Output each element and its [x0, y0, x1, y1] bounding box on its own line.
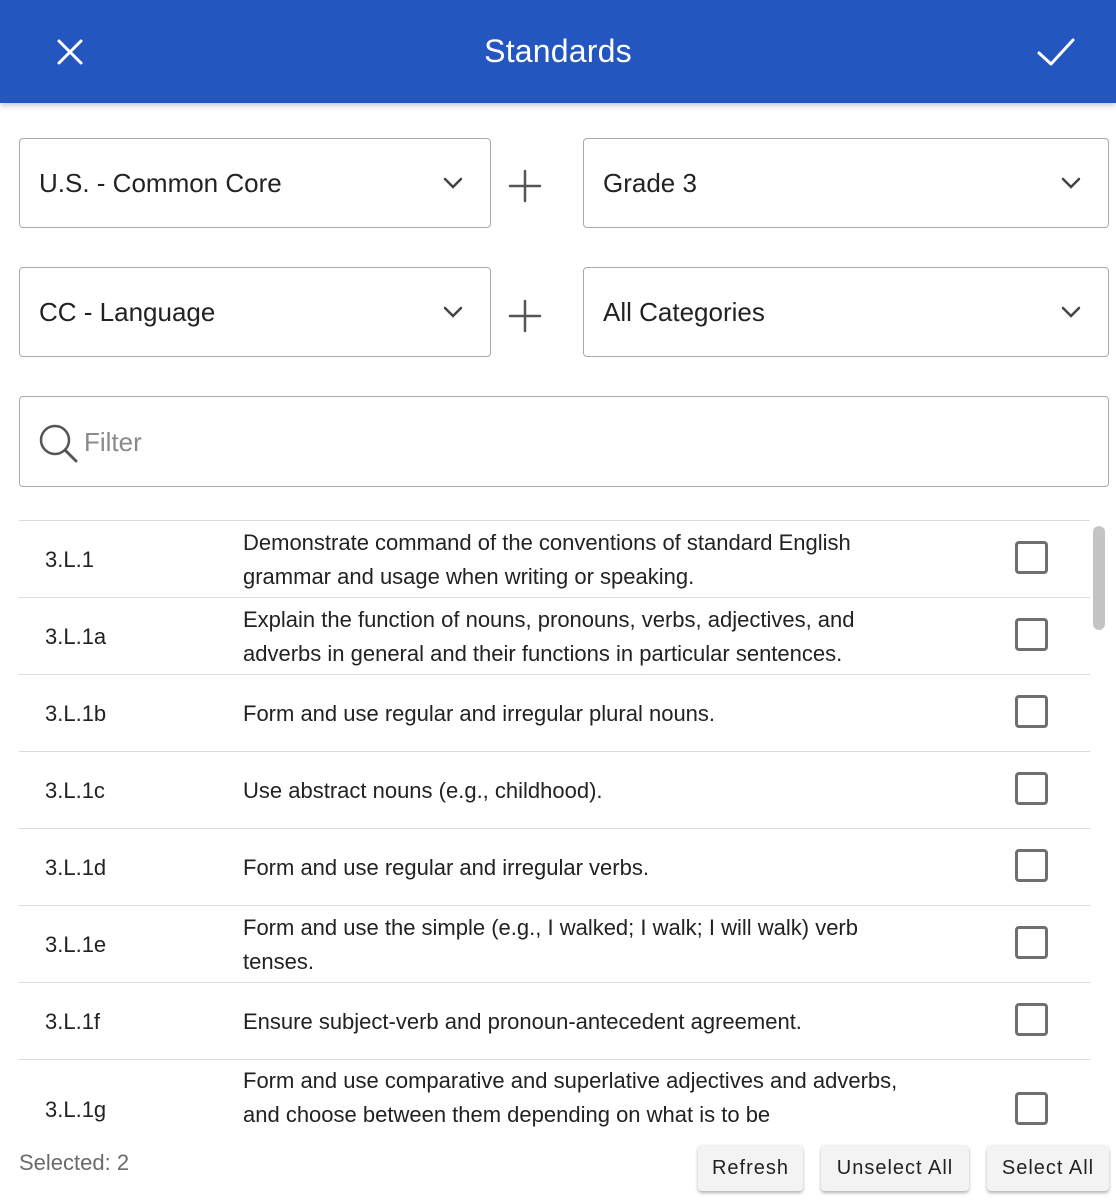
standard-code: 3.L.1b	[45, 700, 107, 726]
standard-row[interactable]	[19, 906, 1090, 983]
framework-select[interactable]	[19, 138, 491, 228]
standard-description: Demonstrate command of the conventions of standard English grammar and usage when writing or speaking.	[243, 529, 851, 589]
standard-code: 3.L.1d	[45, 854, 107, 880]
standard-description: Use abstract nouns (e.g., childhood).	[243, 777, 603, 803]
standard-code: 3.L.1e	[45, 931, 107, 957]
standard-row[interactable]	[19, 675, 1090, 752]
standard-description: Form and use comparative and superlative adjectives and adverbs, and choose between them depending on what is to be	[243, 1068, 898, 1127]
standard-checkbox[interactable]	[1015, 618, 1048, 651]
filter-input[interactable]	[84, 415, 1084, 469]
chevron-down-icon	[442, 175, 464, 191]
select-all-button[interactable]: Select All	[987, 1145, 1109, 1191]
standard-checkbox[interactable]	[1015, 1003, 1048, 1036]
grade-select[interactable]	[583, 138, 1109, 228]
subject-select[interactable]	[19, 267, 491, 357]
grade-select-value: Grade 3	[603, 167, 697, 198]
subject-select-value: CC - Language	[39, 296, 216, 327]
chevron-down-icon	[442, 304, 464, 320]
filter-box	[19, 396, 1109, 487]
category-select[interactable]	[583, 267, 1109, 357]
standard-row[interactable]	[19, 829, 1090, 906]
standard-description: Form and use the simple (e.g., I walked; I walk; I will walk) verb tenses.	[243, 914, 858, 974]
standard-row[interactable]	[19, 521, 1090, 598]
standard-checkbox[interactable]	[1015, 772, 1048, 805]
chevron-down-icon	[1060, 304, 1082, 320]
standard-code: 3.L.1c	[45, 777, 105, 803]
standard-code: 3.L.1a	[45, 623, 107, 649]
standard-checkbox[interactable]	[1015, 695, 1048, 728]
checkmark-icon[interactable]	[1032, 28, 1080, 76]
standard-code: 3.L.1f	[45, 1008, 101, 1034]
standard-code: 3.L.1	[45, 546, 94, 572]
plus-icon	[507, 168, 543, 204]
standard-row[interactable]	[19, 598, 1090, 675]
standard-row[interactable]	[19, 752, 1090, 829]
standard-description: Form and use regular and irregular verbs.	[243, 854, 649, 880]
list-scrollbar[interactable]	[1093, 526, 1105, 630]
close-icon[interactable]	[46, 28, 94, 76]
selected-count: Selected: 2	[19, 1150, 130, 1175]
chevron-down-icon	[1060, 175, 1082, 191]
standard-description: Explain the function of nouns, pronouns, verbs, adjectives, and adverbs in general and their functions in particular sentences.	[243, 606, 855, 666]
standard-description: Form and use regular and irregular plural nouns.	[243, 700, 716, 726]
framework-select-value: U.S. - Common Core	[39, 167, 282, 198]
refresh-button[interactable]: Refresh	[698, 1145, 803, 1191]
standard-description: Ensure subject-verb and pronoun-antecedent agreement.	[243, 1008, 802, 1034]
search-icon	[36, 421, 80, 465]
standard-checkbox[interactable]	[1015, 926, 1048, 959]
standard-code: 3.L.1g	[45, 1097, 107, 1122]
unselect-all-button[interactable]: Unselect All	[821, 1145, 969, 1191]
standard-checkbox[interactable]	[1015, 541, 1048, 574]
standard-checkbox[interactable]	[1015, 1092, 1048, 1125]
plus-icon	[507, 298, 543, 334]
standard-row[interactable]	[19, 983, 1090, 1060]
category-select-value: All Categories	[603, 296, 765, 327]
standard-row[interactable]	[19, 1060, 1090, 1148]
dialog-header	[0, 0, 1116, 103]
dialog-title: Standards	[484, 33, 632, 69]
standard-checkbox[interactable]	[1015, 849, 1048, 882]
standards-list[interactable]	[19, 520, 1090, 1148]
